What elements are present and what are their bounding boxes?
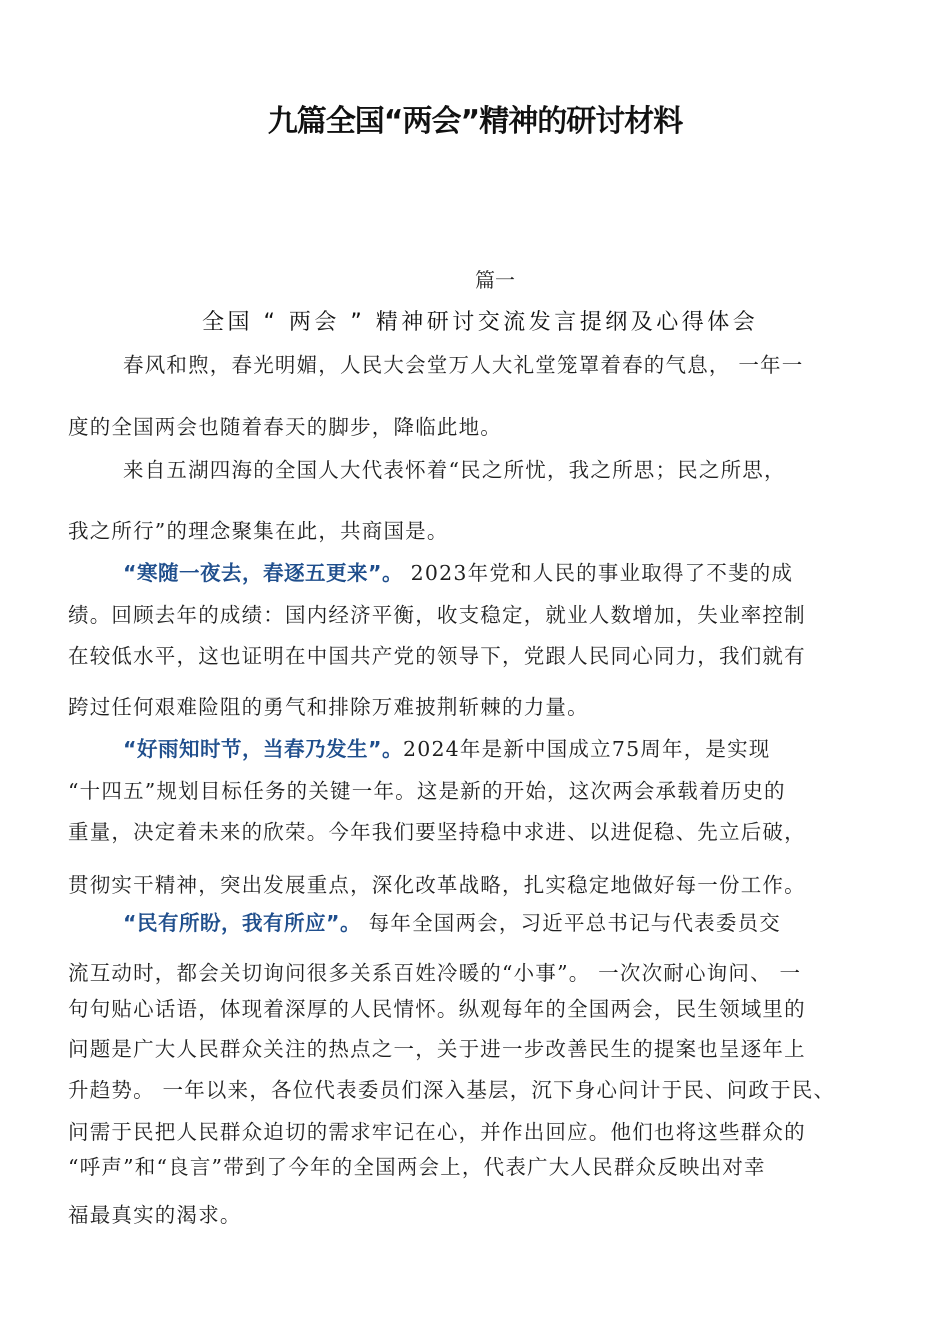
line-text: 流互动时，都会关切询问很多关系百姓冷暖的“小事”。 一次次耐心询问、 一 (68, 961, 802, 985)
highlight-quote: “民有所盼，我有所应”。 (123, 911, 361, 935)
line-text: 问需于民把人民群众迫切的需求牢记在心，并作出回应。他们也将这些群众的 (68, 1120, 806, 1144)
line-text: 福最真实的渴求。 (68, 1203, 242, 1227)
text-line (68, 868, 806, 898)
text-line (68, 598, 806, 628)
text-line (123, 906, 781, 936)
line-text: 绩。回顾去年的成绩：国内经济平衡，收支稳定，就业人数增加，失业率控制 (68, 603, 806, 627)
text-line (68, 1198, 242, 1228)
text-line (68, 992, 806, 1022)
line-text: 2023年党和人民的事业取得了不斐的成 (402, 561, 794, 585)
line-text: 重量，决定着未来的欣荣。今年我们要坚持稳中求进、以进促稳、先立后破， (68, 820, 806, 844)
line-text: 春风和煦，春光明媚，人民大会堂万人大礼堂笼罩着春的气息， 一年一 (123, 353, 804, 377)
text-line (68, 690, 589, 720)
line-text: 在较低水平，这也证明在中国共产党的领导下，党跟人民同心同力，我们就有 (68, 644, 806, 668)
text-line (68, 1032, 806, 1062)
line-text: 每年全国两会，习近平总书记与代表委员交 (360, 911, 781, 935)
highlight-quote: “好雨知时节，当春乃发生”。 (123, 737, 403, 761)
text-line (68, 1115, 806, 1145)
text-line (123, 453, 786, 483)
text-line (68, 956, 801, 986)
section-heading: 全国 “ 两会 ” 精神研讨交流发言提纲及心得体会 (202, 310, 759, 335)
text-line (123, 348, 803, 378)
text-line (68, 815, 806, 845)
text-line (68, 514, 449, 544)
line-text: “十四五”规划目标任务的关键一年。这是新的开始，这次两会承载着历史的 (68, 779, 786, 803)
highlight-quote: “寒随一夜去，春逐五更来”。 (123, 561, 403, 585)
text-line (68, 1150, 766, 1180)
line-text: 2024年是新中国成立75周年，是实现 (402, 737, 771, 761)
line-text: 我之所行”的理念聚集在此，共商国是。 (68, 519, 449, 543)
text-line (68, 1073, 835, 1103)
document-title: 九篇全国“两会”精神的研讨材料 (267, 104, 683, 139)
line-text: 跨过任何艰难险阻的勇气和排除万难披荆斩棘的力量。 (68, 695, 589, 719)
line-text: 来自五湖四海的全国人大代表怀着“民之所忧，我之所思；民之所思， (123, 458, 786, 482)
text-line (68, 410, 502, 440)
line-text: 度的全国两会也随着春天的脚步，降临此地。 (68, 415, 502, 439)
line-text: “呼声”和“良言”带到了今年的全国两会上，代表广大人民群众反映出对幸 (68, 1155, 766, 1179)
text-line (123, 732, 771, 762)
text-line (68, 639, 806, 669)
line-text: 问题是广大人民群众关注的热点之一，关于进一步改善民生的提案也呈逐年上 (68, 1037, 806, 1061)
text-line (68, 774, 786, 804)
line-text: 句句贴心话语，体现着深厚的人民情怀。纵观每年的全国两会，民生领域里的 (68, 997, 806, 1021)
line-text: 升趋势。 一年以来，各位代表委员们深入基层，沉下身心问计于民、问政于民、 (68, 1078, 836, 1102)
text-line (123, 556, 793, 586)
line-text: 贯彻实干精神，突出发展重点，深化改革战略，扎实稳定地做好每一份工作。 (68, 873, 806, 897)
section-label: 篇一 (475, 268, 515, 292)
